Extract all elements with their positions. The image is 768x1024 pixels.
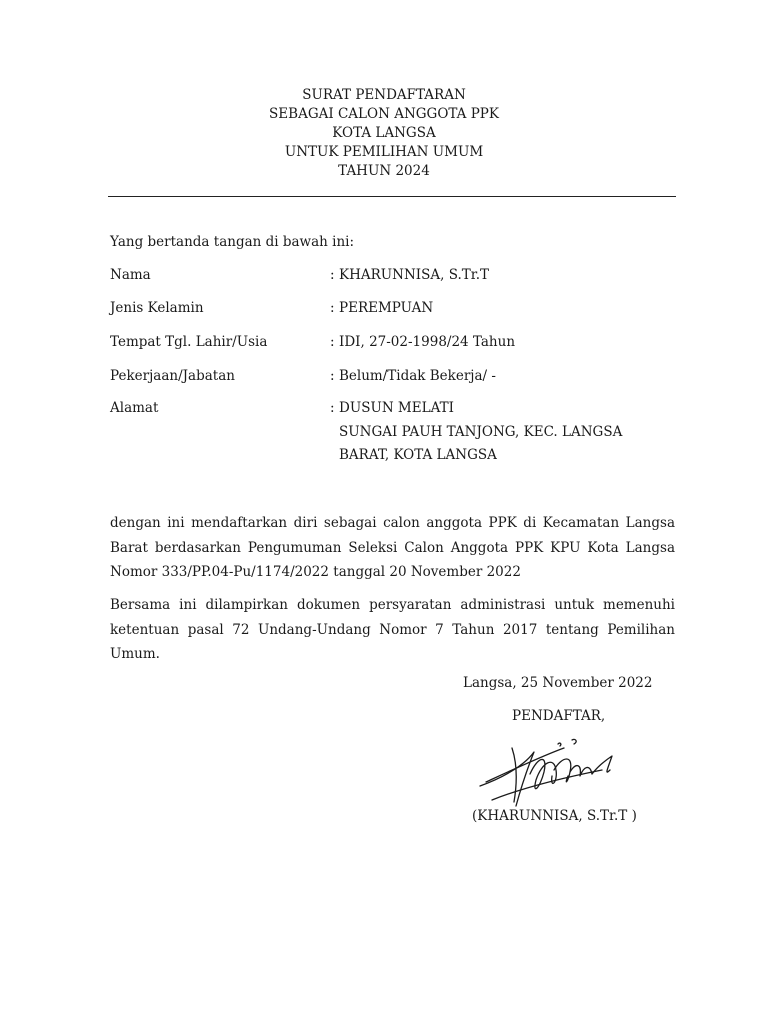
field-colon: : <box>330 400 335 416</box>
place-date: Langsa, 25 November 2022 <box>463 675 653 691</box>
field-colon: : <box>330 300 335 316</box>
title-line: SEBAGAI CALON ANGGOTA PPK <box>269 106 499 122</box>
field-label: Jenis Kelamin <box>110 300 204 316</box>
field-colon: : <box>330 267 335 283</box>
field-value: KHARUNNISA, S.Tr.T <box>339 267 490 283</box>
body-paragraph: Bersama ini dilampirkan dokumen persyaratan administrasi untuk memenuhi ketentuan pasal 72 Undang-Undang Nomor 7 Tahun 2017 tentang Pemilihan Umum. <box>110 597 675 662</box>
intro-text: Yang bertanda tangan di bawah ini: <box>110 234 355 250</box>
address-line: SUNGAI PAUH TANJONG, KEC. LANGSA <box>339 423 623 440</box>
field-label: Alamat <box>110 400 159 416</box>
title-line: KOTA LANGSA <box>332 125 436 141</box>
field-label: Nama <box>110 267 151 283</box>
field-value: PEREMPUAN <box>339 300 434 316</box>
field-value: Belum/Tidak Bekerja/ - <box>339 368 496 384</box>
field-label: Pekerjaan/Jabatan <box>110 368 235 384</box>
field-value: IDI, 27-02-1998/24 Tahun <box>339 334 516 350</box>
title-line: TAHUN 2024 <box>338 163 430 179</box>
address-value <box>339 397 622 468</box>
signature-image <box>472 726 632 814</box>
field-label: Tempat Tgl. Lahir/Usia <box>110 334 268 350</box>
signer-role: PENDAFTAR, <box>512 708 606 724</box>
address-line: DUSUN MELATI <box>339 400 454 416</box>
header-divider <box>108 196 676 197</box>
address-line: BARAT, KOTA LANGSA <box>339 447 497 463</box>
field-colon: : <box>330 368 335 384</box>
title-line: UNTUK PEMILIHAN UMUM <box>284 144 484 160</box>
signer-name: (KHARUNNISA, S.Tr.T ) <box>472 808 637 824</box>
letter-title <box>0 86 768 181</box>
body-paragraph: dengan ini mendaftarkan diri sebagai calon anggota PPK di Kecamatan Langsa Barat berdasarkan Pengumuman Seleksi Calon Anggota PPK KPU Kota Langsa Nomor 333/PP.04-Pu/1174/2022 tanggal 20 November 2022 <box>110 515 675 580</box>
title-line: SURAT PENDAFTARAN <box>302 87 466 103</box>
field-colon: : <box>330 334 335 350</box>
